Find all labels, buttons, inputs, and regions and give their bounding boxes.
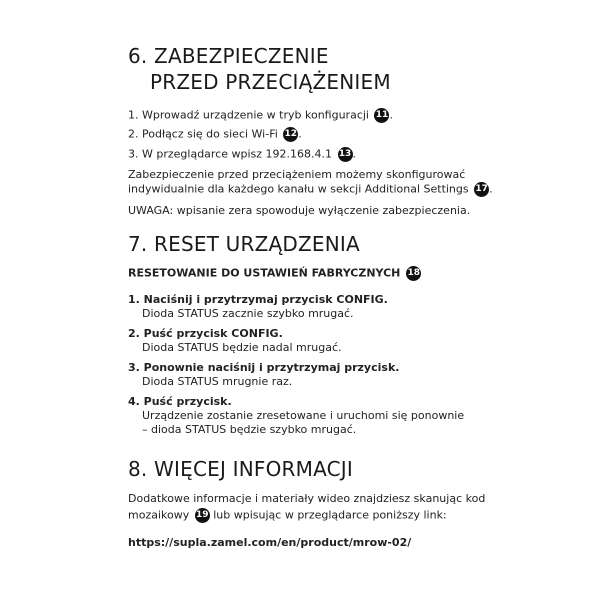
- step-text: 3. W przeglądarce wpisz 192.168.4.1: [128, 147, 333, 161]
- para-text: indywidualnie dla każdego kanału w sekcji Additional Settings: [128, 182, 469, 196]
- section6-para-line2: [128, 182, 493, 197]
- step-punct: .: [352, 147, 357, 161]
- callout-badge: 11: [374, 108, 389, 123]
- section6-warning: UWAGA: wpisanie zera spowoduje wyłączenie zabezpieczenia.: [128, 204, 471, 217]
- reset-step-body: Dioda STATUS będzie nadal mrugać.: [142, 341, 342, 354]
- subtitle-text: RESETOWANIE DO USTAWIEŃ FABRYCZNYCH: [128, 266, 401, 280]
- callout-badge: 17: [474, 182, 489, 197]
- reset-step-1: [128, 293, 388, 321]
- line-text: lub wpisując w przeglądarce poniższy link:: [213, 508, 447, 522]
- section7-title: 7. RESET URZĄDZENIA: [128, 232, 360, 256]
- step-punct: .: [298, 127, 302, 141]
- section6-step-3: [128, 147, 356, 162]
- reset-step-4: [128, 395, 464, 437]
- reset-step-head: 4. Puść przycisk.: [128, 395, 232, 408]
- callout-badge: 19: [195, 508, 210, 523]
- reset-step-2: [128, 327, 342, 355]
- section6-step-1: [128, 108, 393, 123]
- reset-step-body: Dioda STATUS zacznie szybko mrugać.: [142, 307, 354, 320]
- step-text: 2. Podłącz się do sieci Wi-Fi: [128, 127, 278, 141]
- reset-step-3: [128, 361, 399, 389]
- line-text: mozaikowy: [128, 508, 190, 522]
- section8-title: 8. WIĘCEJ INFORMACJI: [128, 457, 353, 481]
- section6-title-line2: PRZED PRZECIĄŻENIEM: [150, 70, 391, 94]
- section8-line1: Dodatkowe informacje i materiały wideo znajdziesz skanując kod: [128, 492, 486, 505]
- reset-step-body: Dioda STATUS mrugnie raz.: [142, 375, 293, 388]
- section6-para-line1: Zabezpieczenie przed przeciążeniem możemy skonfigurować: [128, 168, 466, 181]
- para-punct: .: [489, 182, 493, 196]
- reset-step-head: 1. Naciśnij i przytrzymaj przycisk CONFIG.: [128, 293, 388, 306]
- reset-step-head: 2. Puść przycisk CONFIG.: [128, 327, 283, 340]
- section6-step-2: [128, 127, 302, 142]
- callout-badge: 13: [338, 147, 353, 162]
- section6-title-line1: 6. ZABEZPIECZENIE: [128, 44, 329, 68]
- callout-badge: 18: [406, 266, 421, 281]
- section7-subtitle: [128, 266, 421, 281]
- section8-line2: [128, 508, 447, 523]
- reset-step-body: Urządzenie zostanie zresetowane i uruchomi się ponownie: [142, 409, 465, 422]
- step-punct: .: [389, 108, 393, 122]
- product-link[interactable]: https://supla.zamel.com/en/product/mrow-02/: [128, 536, 412, 549]
- reset-step-body: – dioda STATUS będzie szybko mrugać.: [142, 423, 357, 436]
- callout-badge: 12: [283, 127, 298, 142]
- step-text: 1. Wprowadź urządzenie w tryb konfiguracji: [128, 108, 369, 122]
- reset-step-head: 3. Ponownie naciśnij i przytrzymaj przycisk.: [128, 361, 400, 374]
